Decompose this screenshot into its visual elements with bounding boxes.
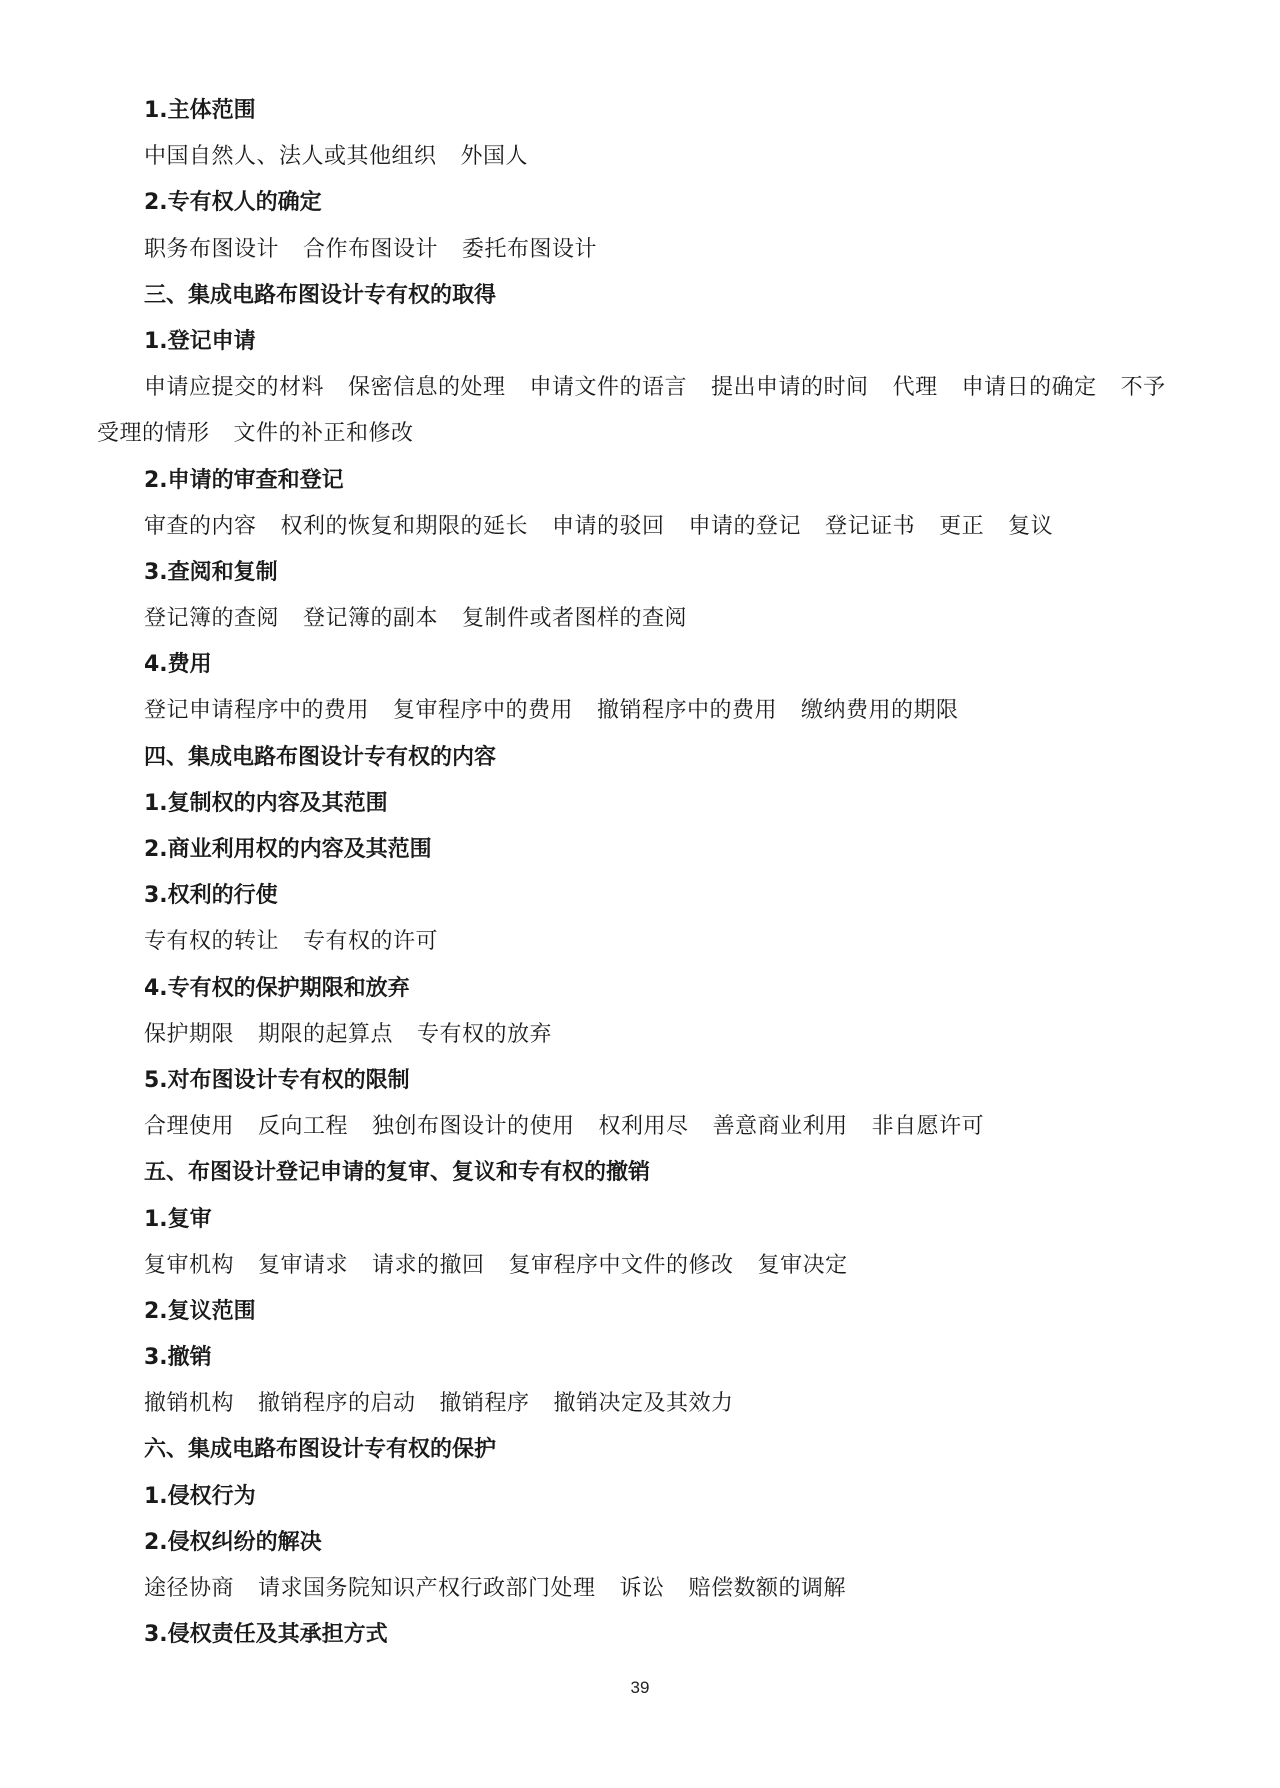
topic-item: 权利用尽 (598, 1114, 689, 1140)
topic-item: 专有权的许可 (303, 929, 439, 955)
topic-item: 登记申请程序中的费用 (144, 698, 370, 724)
topic-list (97, 688, 1187, 734)
section-heading: 2.申请的审查和登记 (144, 467, 344, 493)
topic-item: 中国自然人、法人或其他组织 (144, 144, 437, 170)
section-heading: 四、集成电路布图设计专有权的内容 (144, 744, 497, 770)
section-heading: 1.登记申请 (144, 328, 256, 354)
topic-item: 登记簿的副本 (303, 606, 439, 632)
topic-item: 赔偿数额的调解 (688, 1576, 847, 1602)
topic-item: 撤销程序中的费用 (597, 698, 778, 724)
section-heading: 1.复审 (144, 1206, 212, 1232)
topic-item: 非自愿许可 (871, 1114, 985, 1140)
topic-list (97, 596, 1187, 642)
topic-item: 申请应提交的材料 (144, 375, 325, 401)
topic-item: 请求国务院知识产权行政部门处理 (258, 1576, 596, 1602)
section-heading: 2.商业利用权的内容及其范围 (144, 837, 432, 863)
topic-item: 专有权的放弃 (417, 1021, 553, 1047)
topic-item: 审查的内容 (144, 513, 257, 539)
topic-list (97, 1104, 1187, 1150)
topic-list (97, 227, 1187, 273)
section-heading: 三、集成电路布图设计专有权的取得 (144, 282, 497, 308)
topic-list (97, 1243, 1187, 1289)
topic-item: 登记簿的查阅 (144, 606, 280, 632)
topic-item: 职务布图设计 (144, 236, 280, 262)
topic-item: 复制件或者图样的查阅 (462, 606, 688, 632)
section-heading: 3.权利的行使 (144, 883, 278, 909)
topic-item: 专有权的转让 (144, 929, 280, 955)
section-heading: 2.专有权人的确定 (144, 190, 322, 216)
topic-item: 复审机构 (144, 1252, 235, 1278)
section-heading: 4.专有权的保护期限和放弃 (144, 975, 410, 1001)
topic-item: 独创布图设计的使用 (372, 1114, 575, 1140)
topic-item: 期限的起算点 (258, 1021, 394, 1047)
topic-item: 撤销程序 (439, 1391, 530, 1417)
section-heading: 六、集成电路布图设计专有权的保护 (144, 1437, 497, 1463)
section-heading: 2.复议范围 (144, 1298, 256, 1324)
topic-item: 撤销决定及其效力 (553, 1391, 734, 1417)
section-heading: 1.侵权行为 (144, 1483, 256, 1509)
topic-item: 撤销机构 (144, 1391, 235, 1417)
topic-item: 申请的驳回 (552, 513, 665, 539)
topic-item: 善意商业利用 (712, 1114, 848, 1140)
topic-item: 提出申请的时间 (711, 375, 869, 401)
topic-item: 缴纳费用的期限 (801, 698, 959, 724)
topic-item: 撤销程序的启动 (258, 1391, 416, 1417)
topic-item: 申请日的确定 (961, 375, 1097, 401)
topic-item: 登记证书 (825, 513, 916, 539)
topic-list (97, 919, 1187, 965)
topic-item: 代理 (892, 375, 938, 401)
section-heading: 4.费用 (144, 652, 212, 678)
topic-list (97, 1012, 1187, 1058)
topic-item: 委托布图设计 (462, 236, 598, 262)
topic-item: 请求的撤回 (372, 1252, 485, 1278)
section-heading: 2.侵权纠纷的解决 (144, 1529, 322, 1555)
topic-item: 文件的补正和修改 (233, 421, 414, 447)
section-heading: 3.查阅和复制 (144, 559, 278, 585)
topic-item: 更正 (939, 513, 985, 539)
topic-item: 复审请求 (258, 1252, 349, 1278)
topic-item: 保护期限 (144, 1021, 235, 1047)
topic-item: 保密信息的处理 (348, 375, 506, 401)
topic-item: 复审程序中的费用 (393, 698, 574, 724)
topic-item: 不予受理的情形 (97, 375, 1166, 447)
topic-list (97, 504, 1187, 550)
topic-list (97, 365, 1187, 457)
section-heading: 五、布图设计登记申请的复审、复议和专有权的撤销 (144, 1160, 651, 1186)
topic-item: 合作布图设计 (303, 236, 439, 262)
topic-item: 复议 (1008, 513, 1054, 539)
topic-list (97, 134, 1187, 180)
section-heading: 5.对布图设计专有权的限制 (144, 1067, 410, 1093)
section-heading: 3.撤销 (144, 1345, 212, 1371)
topic-item: 申请文件的语言 (529, 375, 688, 401)
section-heading: 3.侵权责任及其承担方式 (144, 1622, 388, 1648)
topic-item: 外国人 (460, 144, 529, 170)
topic-item: 申请的登记 (688, 513, 802, 539)
topic-item: 反向工程 (258, 1114, 349, 1140)
topic-item: 合理使用 (144, 1114, 235, 1140)
topic-list (97, 1381, 1187, 1427)
document-content (97, 88, 1187, 1658)
topic-item: 权利的恢复和期限的延长 (280, 513, 529, 539)
section-heading: 1.主体范围 (144, 98, 256, 123)
topic-item: 复审决定 (757, 1252, 848, 1278)
page-number: 39 (630, 1678, 650, 1697)
topic-list (97, 1566, 1187, 1612)
topic-item: 途径协商 (144, 1576, 235, 1602)
section-heading: 1.复制权的内容及其范围 (144, 790, 388, 816)
topic-item: 复审程序中文件的修改 (508, 1252, 734, 1278)
topic-item: 诉讼 (619, 1576, 665, 1602)
